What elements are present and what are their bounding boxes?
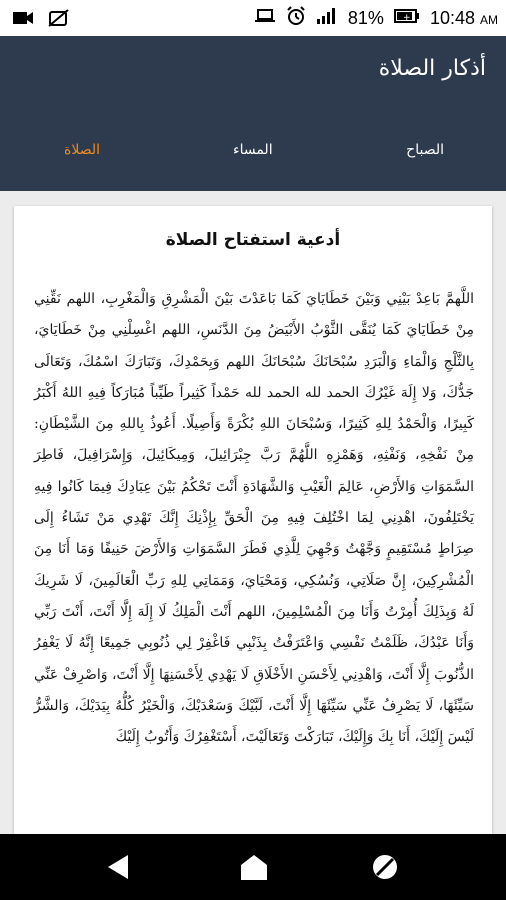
- video-icon: [12, 10, 34, 31]
- battery-icon: [394, 8, 420, 29]
- navigation-bar: [0, 834, 506, 900]
- status-right: [254, 6, 498, 31]
- clock: [430, 8, 498, 29]
- tab-evening[interactable]: المساء: [233, 142, 273, 158]
- app-bar: [0, 36, 506, 191]
- dua-text: اللَّهمَّ بَاعِدْ بَيْنِي وَبَيْنَ خَطَايَايَ كَمَا بَاعَدْتَ بَيْنَ الْمَشْرِقِ وَالْمَغْرِبِ، اللهم نَقِّنِي مِنْ خَطَايَايَ كَمَا يُنَقَّى الثَّوْبُ الأَبْيَضُ مِنَ الدَّنَسِ، اللهم اغْسِلْنِي مِنْ خَطَايَايَ، بِالثَّلْجِ وَالْمَاءِ وَالْبَرَدِ سُبْحَانَكَ سُبْحَانَكَ اللهم وَبِحَمْدِكَ، وَتَبَارَكَ اسْمُكَ، وَتَعَالَى جَدُّكَ، وَلا إِلَهَ غَيْرُكَ الحمد لله الحمد لله حَمْداً كَثِيراً طَيِّباً مُبَارَكاً فِيهِ اللهُ أَكْبَرُ كَبِيرًا، وَالْحَمْدُ لِلهِ كَثِيرًا، وَسُبْحَانَ اللهِ بُكْرَةً وَأَصِيلًا. أَعُوذُ بِاللهِ مِنَ الشَّيْطَانِ: مِنْ نَفْخِهِ، وَنَفْثِهِ، وَهَمْزِهِ اللَّهُمَّ رَبَّ جِبْرَائِيلَ، وَمِيكَائِيلَ، وَإِسْرَافِيلَ، فَاطِرَ السَّمَوَاتِ وَالأَرْضِ، عَالِمَ الْغَيْبِ وَالشَّهَادَةِ أَنْتَ تَحْكُمُ بَيْنَ عِبَادِكَ فِيمَا كَانُوا فِيهِ يَخْتَلِفُونَ، اهْدِنِي لِمَا اخْتُلِفَ فِيهِ مِنَ الْحَقِّ بِإِذْنِكَ إِنَّكَ تَهْدِي مَنْ تَشَاءُ إِلَى صِرَاطٍ مُسْتَقِيمٍ وَجَّهْتُ وَجْهِيَ لِلَّذِي فَطَرَ السَّمَوَاتِ وَالأَرْضَ حَنِيفًا وَمَا أَنَا مِنَ الْمُشْرِكِينَ، إِنَّ صَلَاتِي، وَنُسُكِي، وَمَحْيَايَ، وَمَمَاتِي لِلهِ رَبِّ الْعَالَمِينَ، لَا شَرِيكَ لَهُ وَبِذَلِكَ أُمِرْتُ وَأَنَا مِنَ الْمُسْلِمِينَ، اللهم أَنْتَ الْمَلِكُ لَا إِلَهَ إِلَّا أَنْتَ، أَنْتَ رَبِّي وَأَنَا عَبْدُكَ، ظَلَمْتُ نَفْسِي وَاعْتَرَفْتُ بِذَنْبِي فَاغْفِرْ لِي ذُنُوبِي جَمِيعًا إِنَّهُ لَا يَغْفِرُ الذُّنُوبَ إِلَّا أَنْتَ، وَاهْدِنِي لِأَحْسَنِ الأَخْلَاقِ لَا يَهْدِي لِأَحْسَنِهَا إِلَّا أَنْتَ، وَاصْرِفْ عَنِّي سَيِّئَهَا، لَا يَصْرِفُ عَنِّي سَيِّئَهَا إِلَّا أَنْتَ، لَبَّيْكَ وَسَعْدَيْكَ، وَالْخَيْرُ كُلُّهُ بِيَدَيْكَ، وَالشَّرُّ لَيْسَ إِلَيْكَ، أَنَا بِكَ وَإِلَيْكَ، تَبَارَكْتَ وَتَعَالَيْتَ، أَسْتَغْفِرُكَ وَأَتُوبُ إِلَيْكَ: [34, 291, 474, 746]
- battery-percent: 81%: [347, 8, 384, 28]
- recent-apps-icon[interactable]: [368, 850, 402, 884]
- alarm-icon: [286, 6, 306, 31]
- dua-card: [14, 206, 492, 834]
- clock-time: 10:48: [429, 8, 475, 28]
- status-left: [12, 9, 70, 32]
- back-icon[interactable]: [102, 850, 136, 884]
- status-bar: [0, 0, 506, 36]
- page-title: أذكار الصلاة: [378, 56, 486, 81]
- home-icon[interactable]: [237, 850, 271, 884]
- card-title: أدعية استفتاح الصلاة: [165, 230, 341, 250]
- tab-morning[interactable]: الصباح: [406, 142, 444, 158]
- laptop-icon: [254, 8, 276, 29]
- tab-bar: [0, 136, 506, 170]
- clock-ampm: AM: [480, 13, 498, 27]
- svg-text:+: +: [402, 13, 411, 23]
- no-sim-icon: [48, 9, 70, 32]
- signal-icon: [316, 7, 338, 30]
- tab-prayer[interactable]: الصلاة: [64, 142, 100, 158]
